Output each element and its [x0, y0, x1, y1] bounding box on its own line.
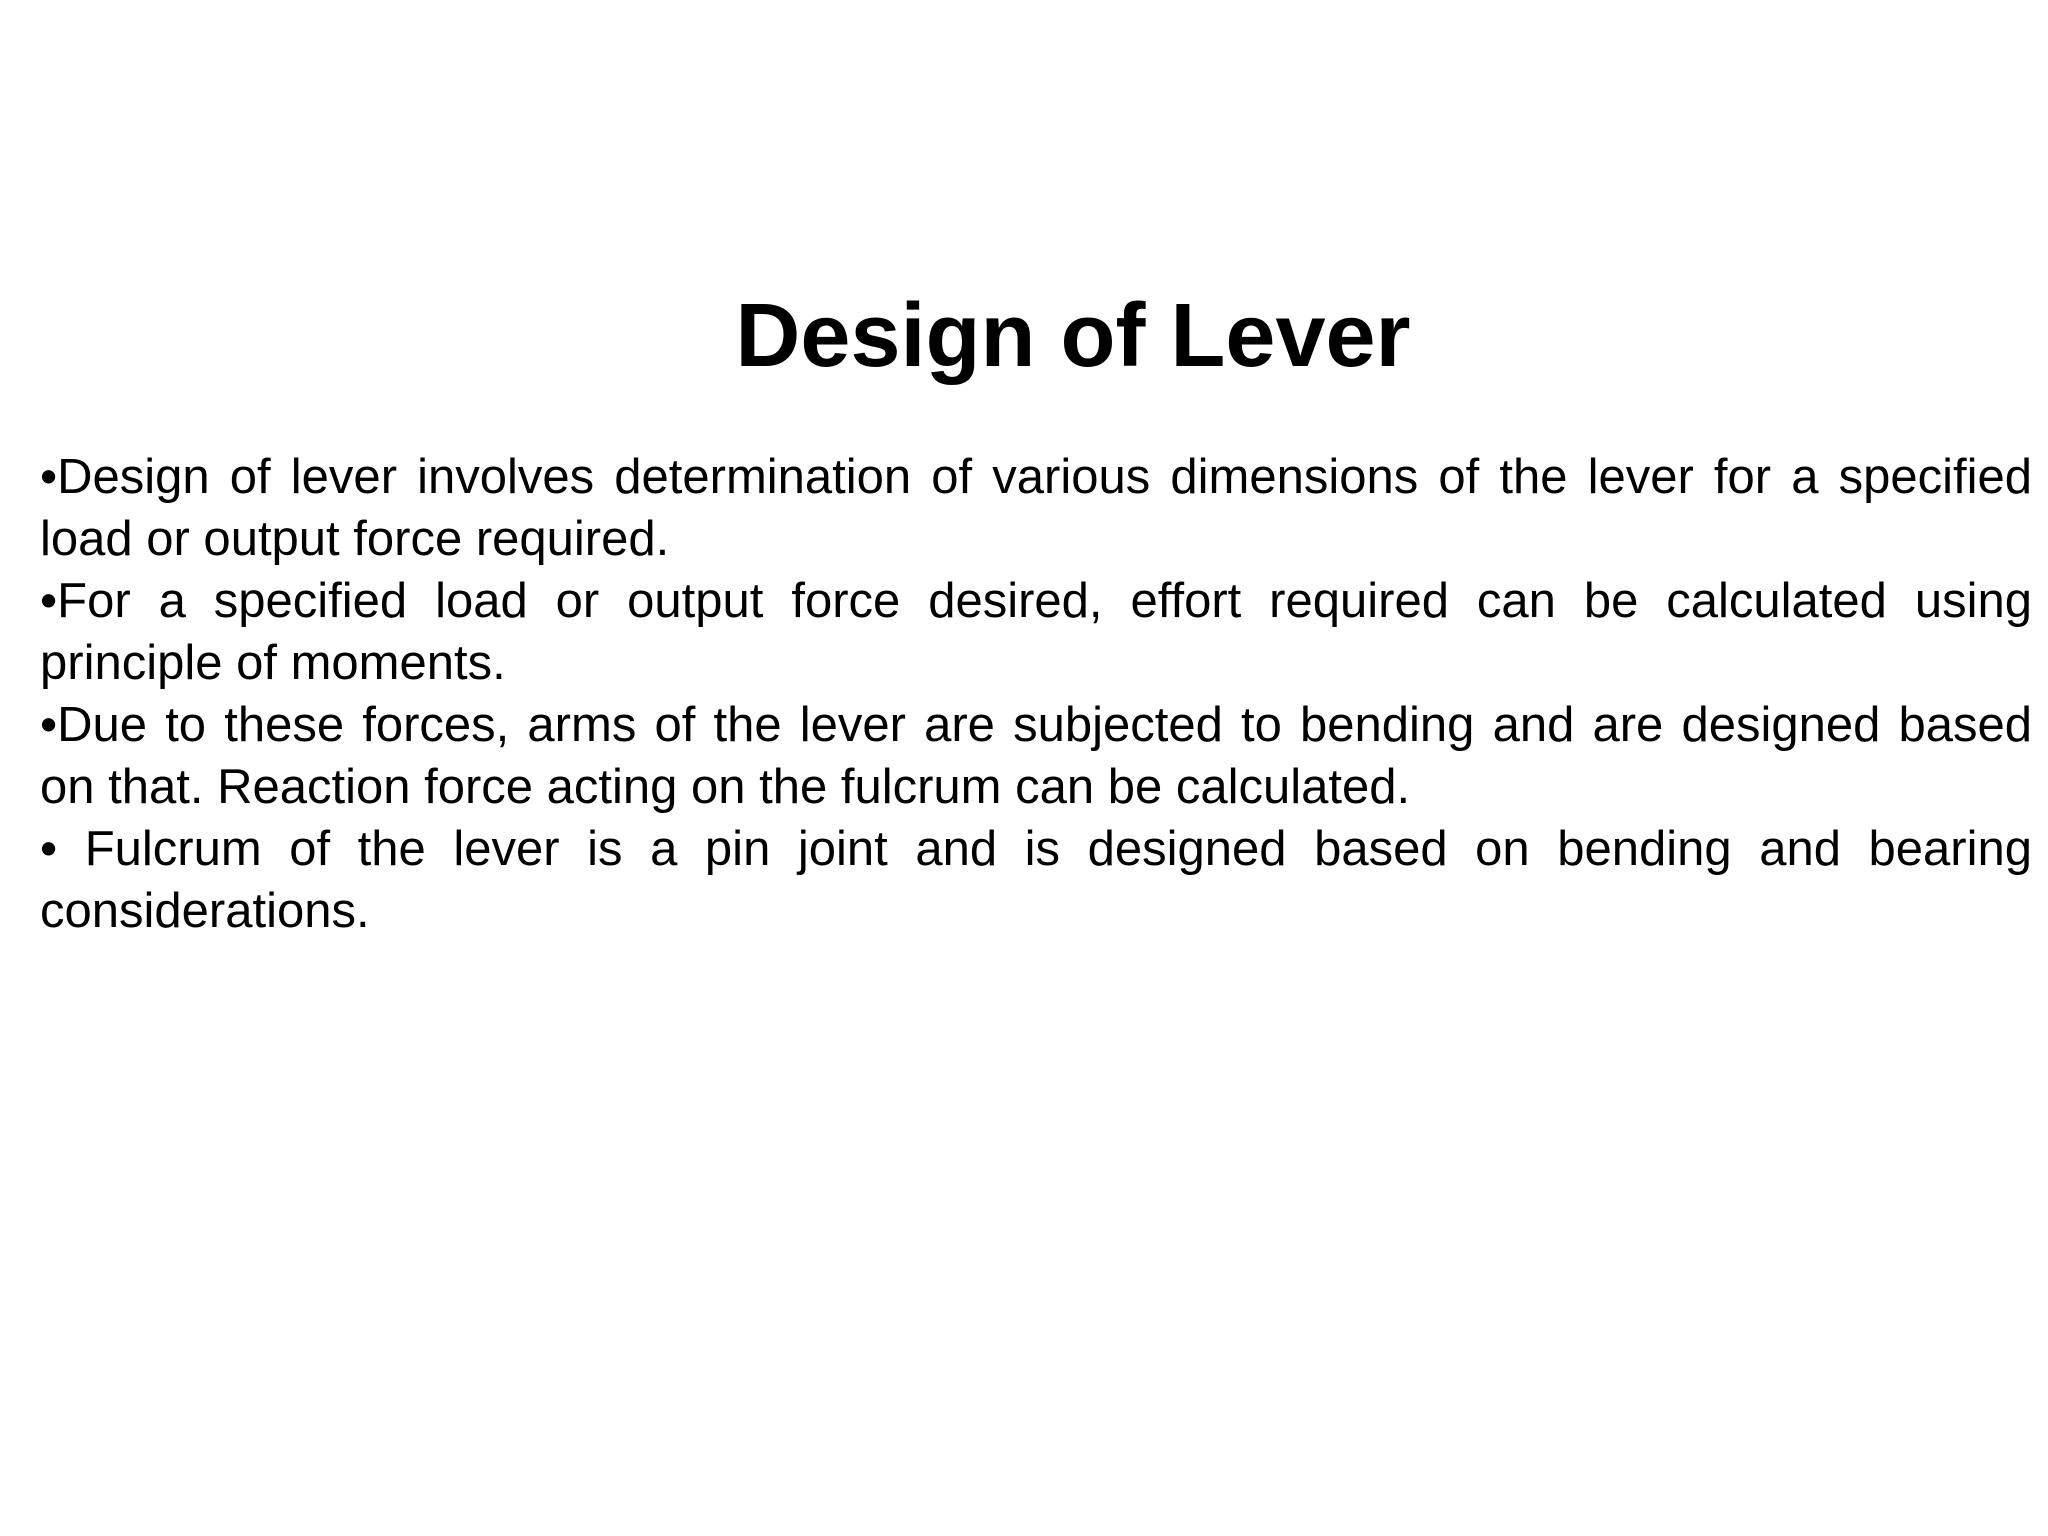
bullet-item: •Design of lever involves determination of various dimensions of the lever for a specified load or output force required. — [40, 450, 2032, 566]
slide-title: Design of Lever — [735, 286, 1411, 386]
bullet-item: • Fulcrum of the lever is a pin joint and is designed based on bending and bearing considerations. — [40, 822, 2032, 938]
bullet-list — [40, 446, 2032, 942]
bullet-item: •Due to these forces, arms of the lever are subjected to bending and are designed based on that. Reaction force acting on the fulcrum can be calculated. — [40, 698, 2032, 814]
bullet-item: •For a specified load or output force desired, effort required can be calculated using principle of moments. — [40, 574, 2032, 690]
